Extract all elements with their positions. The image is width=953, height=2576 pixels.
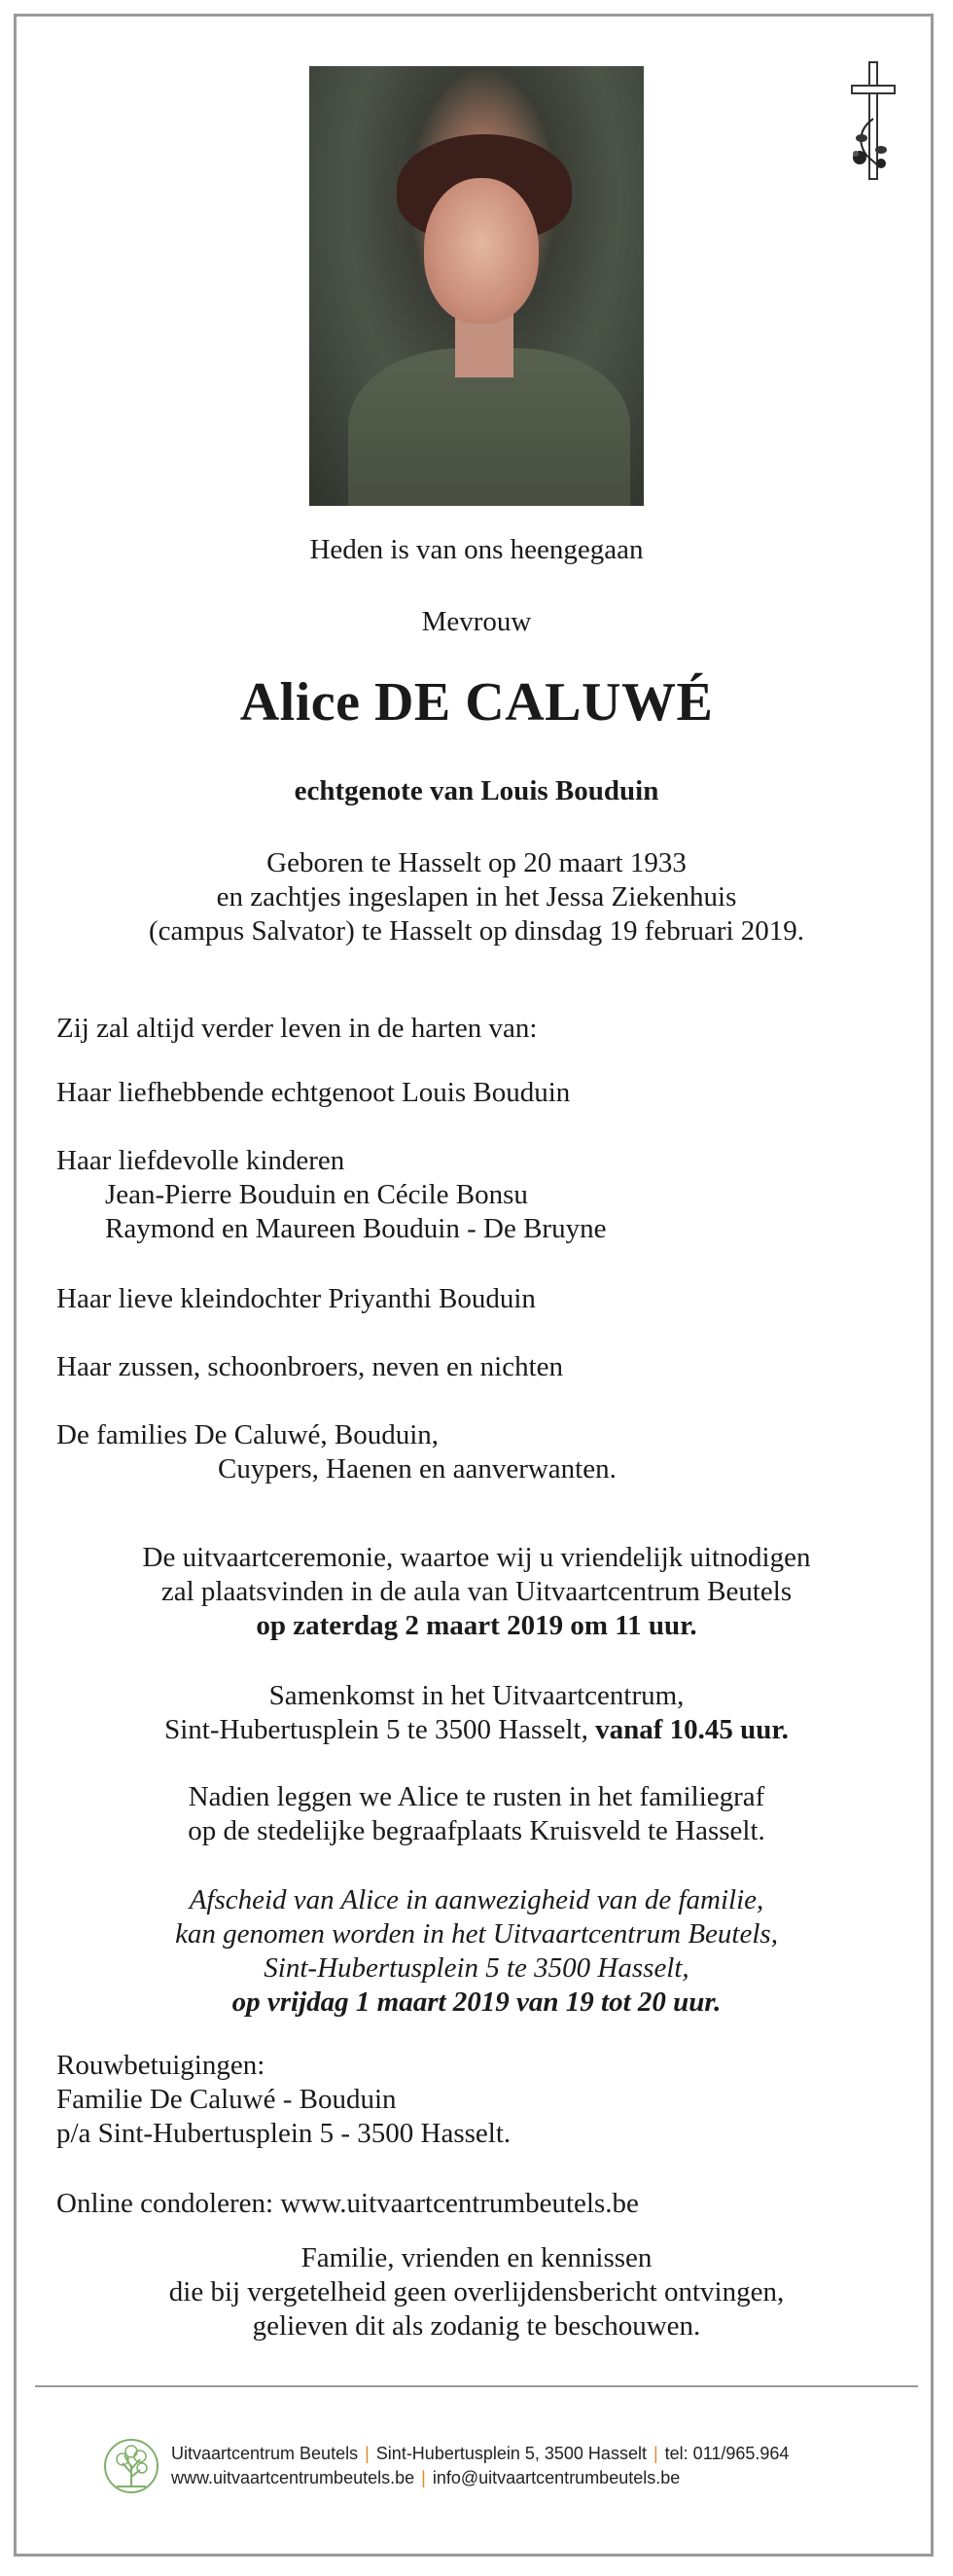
ceremony-line-2: zal plaatsvinden in de aula van Uitvaartcentrum Beutels (160, 1576, 793, 1607)
gathering-line-1: Samenkomst in het Uitvaartcentrum, (268, 1680, 685, 1711)
footer-company: Uitvaartcentrum Beutels (171, 2444, 359, 2463)
closing-block (0, 2241, 953, 2343)
footer-phone: tel: 011/965.964 (664, 2444, 790, 2463)
deceased-name: Alice DE CALUWÉ (239, 672, 714, 733)
gathering-line-2 (0, 1713, 953, 1747)
closing-line-1: Familie, vrienden en kennissen (300, 2242, 653, 2273)
gathering-block (0, 1679, 953, 1747)
family-intro: Zij zal altijd verder leven in de harten van: (56, 1013, 538, 1044)
farewell-line-1: Afscheid van Alice in aanwezigheid van de familie, (189, 1884, 764, 1915)
granddaughter-line: Haar lieve kleindochter Priyanthi Bouduin (56, 1283, 536, 1314)
footer-website-link[interactable]: www.uitvaartcentrumbeutels.be (171, 2468, 415, 2487)
birth-line-2: en zachtjes ingeslapen in het Jessa Ziekenhuis (216, 881, 737, 912)
families-line-1: De families De Caluwé, Bouduin, (56, 1419, 440, 1450)
footer-divider (35, 2385, 918, 2387)
children-block (56, 1144, 932, 1246)
burial-line-2: op de stedelijke begraafplaats Kruisveld te Hasselt. (188, 1815, 765, 1846)
spouse-line: echtgenote van Louis Bouduin (294, 775, 659, 806)
footer-line-2 (171, 2466, 789, 2490)
child-line-2: Raymond en Maureen Bouduin - De Bruyne (105, 1213, 607, 1244)
salutation-text: Mevrouw (421, 606, 532, 637)
footer-address: Sint-Hubertusplein 5, 3500 Hasselt (375, 2444, 647, 2463)
child-line-1: Jean-Pierre Bouduin en Cécile Bonsu (105, 1179, 528, 1210)
birth-line-1: Geboren te Hasselt op 20 maart 1933 (266, 847, 687, 878)
ceremony-line-1: De uitvaartceremonie, waartoe wij u vriendelijk uitnodigen (142, 1542, 811, 1573)
condolences-block (56, 2049, 932, 2151)
farewell-line-2: kan genomen worden in het Uitvaartcentrum Beutels, (175, 1918, 778, 1950)
cross-icon (846, 60, 900, 181)
burial-block (0, 1780, 953, 1848)
condolences-line-2: p/a Sint-Hubertusplein 5 - 3500 Hasselt. (56, 2118, 512, 2149)
farewell-block (0, 1883, 953, 2020)
condolences-heading: Rouwbetuigingen: (56, 2050, 265, 2081)
condolences-line-1: Familie De Caluwé - Bouduin (56, 2084, 397, 2115)
footer-line-1 (171, 2442, 789, 2466)
closing-line-3: gelieven dit als zodanig te beschouwen. (252, 2310, 701, 2342)
closing-line-2: die bij vergetelheid geen overlijdensbericht ontvingen, (168, 2276, 785, 2308)
footer-email-link[interactable]: info@uitvaartcentrumbeutels.be (432, 2468, 681, 2487)
farewell-line-3: Sint-Hubertusplein 5 te 3500 Hasselt, (264, 1952, 689, 1984)
children-heading: Haar liefdevolle kinderen (56, 1145, 345, 1176)
ceremony-date: op zaterdag 2 maart 2019 om 11 uur. (256, 1610, 697, 1641)
burial-line-1: Nadien leggen we Alice te rusten in het familiegraf (188, 1781, 765, 1812)
tree-logo-icon (103, 2438, 159, 2494)
footer-separator: | (653, 2444, 658, 2463)
footer-separator: | (421, 2468, 426, 2487)
footer-separator: | (365, 2444, 370, 2463)
gathering-time: vanaf 10.45 uur. (595, 1714, 789, 1745)
ceremony-block (0, 1541, 953, 1643)
footer-contact (171, 2442, 789, 2490)
husband-line: Haar liefhebbende echtgenoot Louis Bouduin (56, 1077, 571, 1108)
siblings-line: Haar zussen, schoonbroers, neven en nichten (56, 1351, 564, 1382)
families-line-2: Cuypers, Haenen en aanverwanten. (218, 1453, 617, 1485)
gathering-address: Sint-Hubertusplein 5 te 3500 Hasselt, (164, 1714, 588, 1745)
farewell-date: op vrijdag 1 maart 2019 van 19 tot 20 uur. (231, 1986, 722, 2018)
birth-line-3: (campus Salvator) te Hasselt op dinsdag 19 februari 2019. (148, 915, 805, 947)
birth-details (0, 846, 953, 948)
online-condolences: Online condoleren: www.uitvaartcentrumbeutels.be (56, 2188, 639, 2219)
families-block (56, 1418, 932, 1486)
intro-text: Heden is van ons heengegaan (309, 534, 644, 565)
portrait-photo (309, 66, 644, 506)
